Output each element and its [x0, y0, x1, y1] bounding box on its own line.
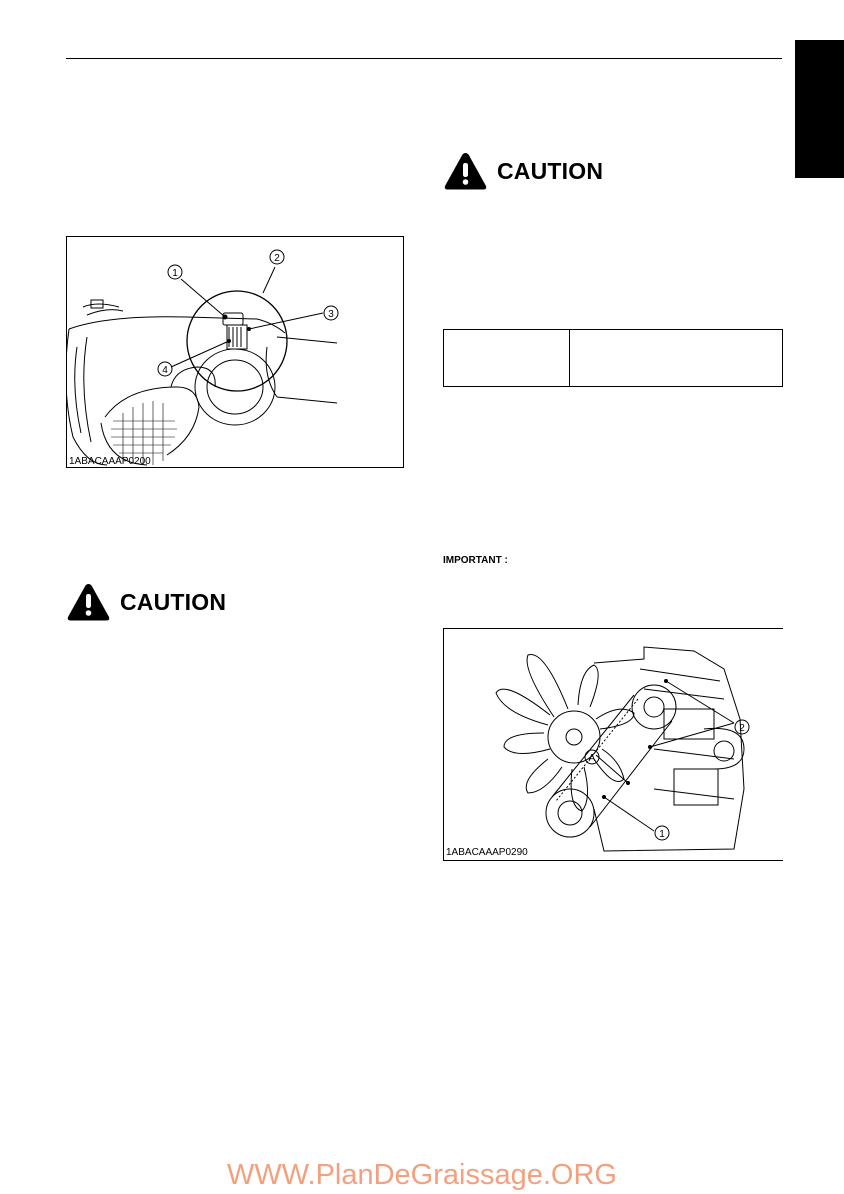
important-label: IMPORTANT : [443, 555, 508, 566]
warning-triangle-icon [443, 151, 488, 191]
warning-triangle-icon [66, 582, 111, 622]
callout-3-label: 3 [328, 309, 334, 320]
figure-caption: 1ABACAAAP0290 [446, 847, 528, 858]
section-tab [795, 40, 844, 178]
callout-2-label: 2 [739, 723, 745, 734]
figure2-bottom-border [443, 860, 783, 861]
engine-belt-illustration [444, 629, 783, 860]
figure-air-cleaner [66, 236, 404, 468]
figure-engine-belt [444, 629, 783, 860]
caution-label: CAUTION [120, 588, 227, 615]
header-rule [66, 58, 782, 59]
callout-4-label: 4 [162, 365, 168, 376]
spec-table [443, 329, 783, 387]
air-cleaner-illustration [67, 237, 403, 467]
callout-1-label: 1 [172, 268, 178, 279]
figure-caption: 1ABACAAAP0200 [69, 456, 151, 467]
callout-1-label: 1 [659, 829, 665, 840]
caution-label: CAUTION [497, 157, 604, 184]
caution-heading-right [443, 151, 603, 191]
caution-heading-left [66, 582, 226, 622]
watermark-text: WWW.PlanDeGraissage.ORG [227, 1159, 617, 1191]
callout-2-label: 2 [274, 253, 280, 264]
table-divider [569, 330, 570, 386]
callout-a-label: A [588, 753, 596, 764]
